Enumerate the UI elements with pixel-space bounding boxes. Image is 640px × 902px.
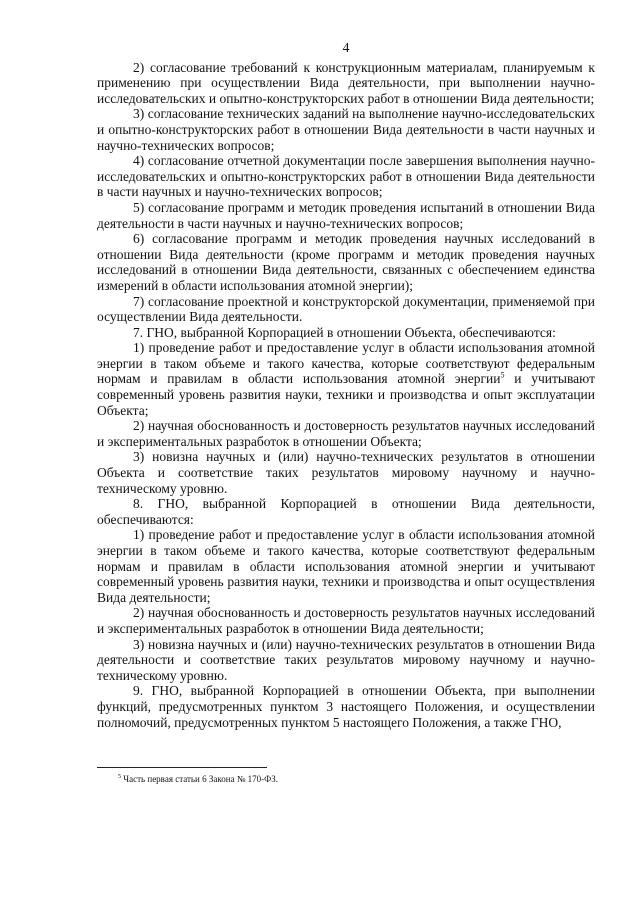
footnote-mark: 5 <box>118 774 121 780</box>
paragraph-item-6: 6) согласование программ и методик проведения научных исследований в отношении Вида деятельности (кроме программ и методик проведения научных исследований в отношении Вида деятельности, связанных с обеспечением единства измерений в области использования атомной энергии); <box>97 231 595 293</box>
paragraph-item-7: 7) согласование проектной и конструкторской документации, применяемой при осуществлении Вида деятельности. <box>97 293 595 325</box>
section-9-text: 9. ГНО, выбранной Корпорацией в отношении Объекта, при выполнении функций, предусмотренных пунктом 3 настоящего Положения, и осуществлении полномочий, предусмотренных пунктом 5 настоящего Положения, а также ГНО, <box>97 683 595 730</box>
section-8-item-2: 2) научная обоснованность и достоверность результатов научных исследований и экспериментальных разработок в отношении Вида деятельности; <box>97 605 595 636</box>
section-8-item-1: 1) проведение работ и предоставление услуг в области использования атомной энергии в таком объеме и такого качества, которые соответствуют федеральным нормам и правилам в области использования атомной энергии и учитывают современный уровень развития науки, техники и производства и опыт осуществления Вида деятельности; <box>97 527 595 605</box>
page-number: 4 <box>342 40 350 55</box>
paragraph-item-2: 2) согласование требований к конструкционным материалам, планируемым к применению при осуществлении Вида деятельности, при выполнении научно-исследовательских и опытно-конструкторских работ в отношении Вида деятельности; <box>97 59 595 106</box>
section-7-item-2: 2) научная обоснованность и достоверность результатов научных исследований и экспериментальных разработок в отношении Объекта; <box>97 418 595 449</box>
footnote-text: Часть первая статьи 6 Закона № 170-ФЗ. <box>121 774 279 784</box>
section-7-item-1-text-end: и учитывают современный уровень развития науки, техники и производства и опыт эксплуатации Объекта; <box>97 371 595 418</box>
paragraph-item-5: 5) согласование программ и методик проведения испытаний в отношении Вида деятельности в части научных и научно-технических вопросов; <box>97 199 595 231</box>
paragraph-item-3: 3) согласование технических заданий на выполнение научно-исследовательских и опытно-конструкторских работ в отношении Вида деятельности в части научных и научно-технических вопросов; <box>97 106 595 153</box>
footnote <box>118 774 278 785</box>
section-7-heading: 7. ГНО, выбранной Корпорацией в отношении Объекта, обеспечиваются: <box>133 324 556 340</box>
section-8-item-3: 3) новизна научных и (или) научно-технических результатов в отношении Вида деятельности и соответствие таких результатов мировому научному и научно-техническому уровню. <box>97 636 595 683</box>
section-8-heading: 8. ГНО, выбранной Корпорацией в отношении Вида деятельности, обеспечиваются: <box>97 496 595 527</box>
paragraph-item-4: 4) согласование отчетной документации после завершения выполнения научно-исследовательских и опытно-конструкторских работ в отношении Вида деятельности в части научных и научно-технических вопросов; <box>97 153 595 200</box>
footnote-reference: 5 <box>500 370 505 380</box>
section-7-item-1-text: 1) проведение работ и предоставление услуг в области использования атомной энергии в таком объеме и такого качества, которые соответствуют федеральным нормам и правилам в области использования атомной энергии <box>97 340 595 387</box>
section-7-item-3: 3) новизна научных и (или) научно-технических результатов в отношении Объекта и соответствие таких результатов мировому научному и научно-техническому уровню. <box>97 449 595 496</box>
footnote-divider <box>97 767 267 768</box>
section-7-item-1 <box>97 340 595 418</box>
